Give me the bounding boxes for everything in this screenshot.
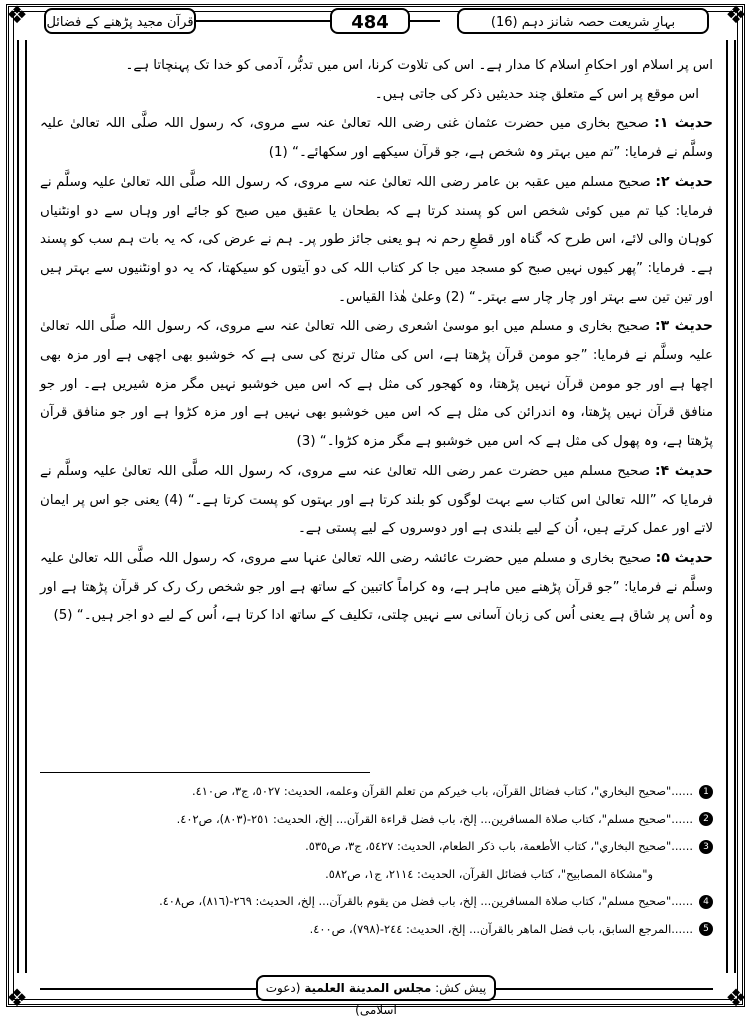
footnote-number: 5 [699,922,713,936]
footnote-divider [40,772,370,773]
footnotes [40,778,713,943]
corner-ornament-icon: ❖ [725,984,747,1012]
corner-ornament-icon: ❖ [6,984,28,1012]
left-border-strip [17,40,27,973]
hadith-2 [40,168,713,313]
header-rule [410,20,440,22]
hadith-text: صحیح بخاری و مسلم میں ابو موسیٰ اشعری رضی اللہ تعالیٰ عنہ سے مروی، کہ رسول اللہ صلَّی اللہ تعالیٰ علیہ وسلَّم نے فرمایا: ”جو مومن قرآن پڑھتا ہے، اس کی مثال ترنج کی سی ہے کہ خوشبو بھی اچھی ہے اور مزہ بھی اچھا ہے اور جو مومن قرآن نہیں پڑھتا، وہ کھجور کی مثل ہے کہ اس میں خوشبو نہیں مگر مزہ شیریں ہے۔ اور جو منافق قرآن نہیں پڑھتا، وہ اندرائن کی مثل ہے کہ اس میں خوشبو بھی نہیں ہے اور مزہ کڑوا ہے اور جو منافق قرآن پڑھتا ہے، وہ پھول کی مثل ہے کہ اس میں خوشبو ہے مگر مزہ کڑوا۔“ (3) [40,319,713,450]
footnote-continuation [40,861,713,889]
footnote-item [40,888,713,916]
footnote-item [40,833,713,861]
footnote-text: ......"صحيح البخاري"، كتاب فضائل القرآن، باب خيركم من تعلم القرآن وعلمه، الحديث: ٥٠٢٧، ج٣، ص٤١٠. [191,784,693,798]
hadith-text: صحیح بخاری و مسلم میں حضرت عائشہ رضی اللہ تعالیٰ عنہا سے مروی، کہ رسول اللہ صلَّی اللہ تعالیٰ علیہ وسلَّم نے فرمایا: ”جو قرآن پڑھنے میں ماہر ہے، وہ کراماً کاتبین کے ساتھ ہے اور جو شخص رک رک کر قرآن پڑھتا ہے اور وہ اُس پر شاق ہے یعنی اُس کی زبان آسانی سے نہیں چلتی، تکلیف کے ساتھ ادا کرتا ہے، اُس کے لیے دو اجر ہیں۔“ (5) [40,550,713,624]
section-title: قرآن مجید پڑھنے کے فضائل [44,8,196,34]
book-title: بہارِ شریعت حصہ شانز دہم (16) [457,8,709,34]
page-footer [0,975,753,1017]
hadith-label: حدیث ۵: [655,549,713,566]
intro-paragraph: اس موقع پر اس کے متعلق چند حدیثیں ذکر کی جاتی ہیں۔ [374,86,699,102]
main-text [40,52,713,631]
footnote-item [40,778,713,806]
presenter-label: پیش کش: [435,981,487,995]
footnote-text: و"مشكاة المصابيح"، كتاب فضائل القرآن، الحديث: ٢١١٤، ج١، ص٥٨٢. [325,866,653,881]
hadith-label: حدیث ۲: [655,173,713,190]
page-header [44,8,709,36]
publisher-name: مجلس المدينة العلمية [304,981,432,995]
hadith-text: صحیح مسلم میں حضرت عمر رضی اللہ تعالیٰ عنہ سے مروی، کہ رسول اللہ صلَّی اللہ تعالیٰ علیہ وسلَّم نے فرمایا کہ ”اللہ تعالیٰ اس کتاب سے بہت لوگوں کو بلند کرتا ہے اور بہتوں کو پست کرتا ہے۔“ (4) یعنی جو اس پر ایمان لاتے اور عمل کرتے ہیں، اُن کے لیے بلندی ہے اور دوسروں کے لیے پستی ہے۔ [40,463,714,537]
footnote-number: 2 [699,812,713,826]
footnote-text: ......"صحيح البخاري"، كتاب الأطعمة، باب ذكر الطعام، الحديث: ٥٤٢٧، ج٣، ص٥٣٥. [305,839,693,853]
header-rule [196,20,330,22]
footer-rule [40,988,256,990]
intro-paragraph: اس پر اسلام اور احکامِ اسلام کا مدار ہے۔ اس کی تلاوت کرنا، اس میں تدبُّر، آدمی کو خدا تک پہنچاتا ہے۔ [125,58,713,73]
footnote-number: 1 [699,785,713,799]
page-number: 484 [330,8,410,34]
footnote-text: ......"صحيح مسلم"، كتاب صلاة المسافرين... إلخ، باب فضل قراءة القرآن... إلخ، الحديث: ٢٥١-(٨٠٣)، ص٤٠٢. [176,811,693,826]
hadith-label: حدیث ۴: [654,462,713,479]
right-border-strip [726,40,736,973]
hadith-text: صحیح بخاری میں حضرت عثمان غنی رضی اللہ تعالیٰ عنہ سے مروی، کہ رسول اللہ صلَّی اللہ تعالیٰ علیہ وسلَّم نے فرمایا: ”تم میں بہتر وہ شخص ہے، جو قرآن سیکھے اور سکھائے۔“ (1) [40,116,713,161]
hadith-4 [40,457,713,544]
hadith-5 [40,544,713,631]
publisher-box [256,975,496,1017]
footer-rule [496,988,713,990]
publisher-note: (دعوت اسلامی) [265,981,397,1017]
hadith-label: حدیث ۳: [654,318,713,335]
corner-ornament-icon: ❖ [725,1,747,29]
footnote-number: 3 [699,840,713,854]
hadith-3 [40,312,713,457]
footnote-item [40,806,713,834]
hadith-label: حدیث ۱: [654,115,713,132]
footnote-item [40,916,713,944]
footnote-number: 4 [699,895,713,909]
footnote-text: ......المرجع السابق، باب فضل الماهر بالقرآن... إلخ، الحديث: ٢٤٤-(٧٩٨)، ص٤٠٠. [309,921,693,936]
footnote-text: ......"صحيح مسلم"، كتاب صلاة المسافرين... إلخ، باب فضل من يقوم بالقرآن... إلخ، الحديث: ٢٦٩-(٨١٦)، ص٤٠٨. [159,894,693,908]
hadith-1 [40,109,713,167]
corner-ornament-icon: ❖ [6,1,28,29]
hadith-text: صحیح مسلم میں عقبہ بن عامر رضی اللہ تعالیٰ عنہ سے مروی، کہ رسول اللہ صلَّی اللہ تعالیٰ علیہ وسلَّم نے فرمایا: کیا تم میں کوئی شخص اس کو پسند کرتا ہے کہ بطحان یا عقیق میں صبح کو جائے اور وہاں سے دو اونٹنیاں کوہان والی لائے، اس طرح کہ گناہ اور قطعِ رحم نہ ہو یعنی جائز طور پر۔ ہم نے عرض کی، کہ یہ بات ہم سب کو پسند ہے۔ فرمایا: ”پھر کیوں نہیں صبح کو مسجد میں جا کر کتاب اللہ کی دو آیتوں کو سیکھتا، کہ یہ دو اونٹنیوں سے بہتر ہیں اور تین تین سے بہتر اور چار چار سے بہتر۔“ (2) وعلیٰ ھٰذا القیاس۔ [40,174,713,305]
